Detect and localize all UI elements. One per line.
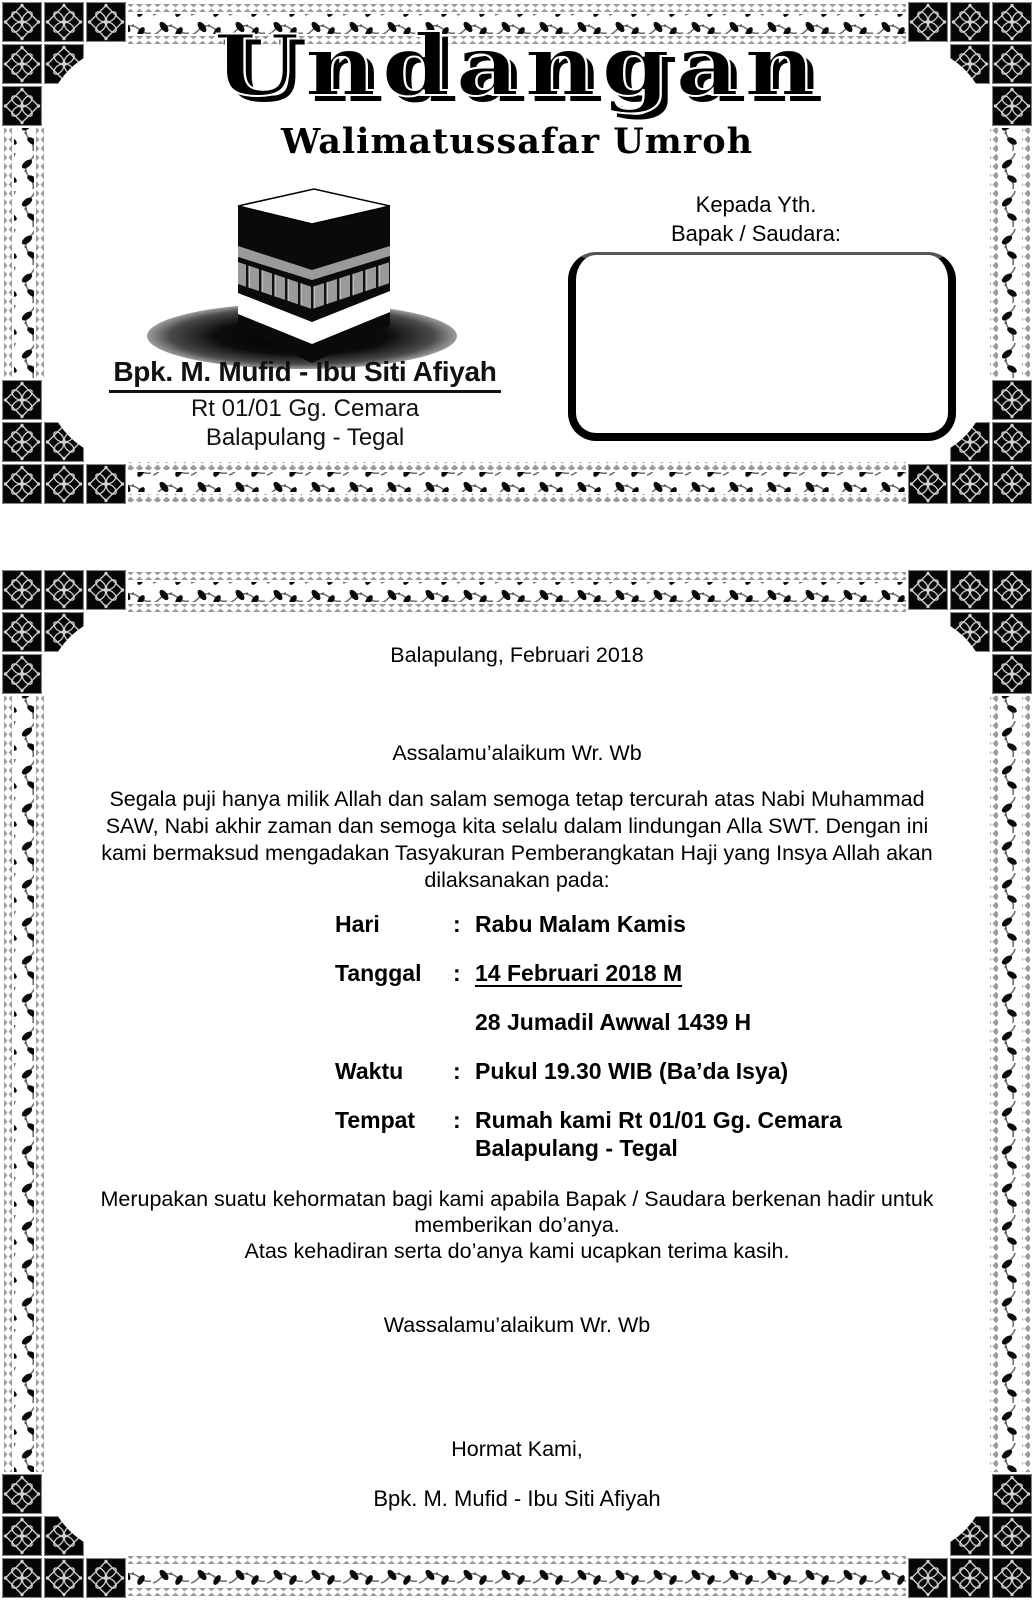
intro-line: SAW, Nabi akhir zaman dan semoga kita selalu dalam lindungan Alla SWT. Dengan ini	[105, 814, 929, 838]
host-address-line1: Rt 01/01 Gg. Cemara	[190, 395, 420, 422]
detail-row-hijri-date	[335, 1008, 974, 1036]
letter-content	[60, 608, 974, 1512]
signoff-line: Hormat Kami,	[451, 1437, 583, 1461]
host-address-line2: Balapulang - Tegal	[205, 424, 405, 451]
event-details	[335, 910, 974, 1162]
host-names: Bpk. M. Mufid - Ibu Siti Afiyah	[109, 356, 500, 393]
detail-separator: :	[453, 1107, 461, 1133]
kaaba-icon	[142, 176, 462, 376]
detail-label: Tempat	[335, 1107, 416, 1133]
intro-line: Segala puji hanya milik Allah dan salam semoga tetap tercurah atas Nabi Muhammad	[109, 787, 925, 811]
intro-paragraph	[60, 786, 974, 894]
detail-value	[475, 1106, 842, 1162]
detail-separator: :	[453, 1058, 461, 1084]
signature-names: Bpk. M. Mufid - Ibu Siti Afiyah	[373, 1486, 661, 1511]
invitation-front-panel	[0, 0, 1034, 506]
detail-separator: :	[453, 960, 461, 986]
card-subtitle: Walimatussafar Umroh	[280, 121, 754, 162]
recipient-header-line1: Kepada Yth.	[695, 192, 817, 217]
detail-row-tempat	[335, 1106, 974, 1162]
card-title: Undangan	[213, 16, 821, 115]
intro-line: dilaksanakan pada:	[424, 868, 610, 892]
closing-line: Merupakan suatu kehormatan bagi kami apabila Bapak / Saudara berkenan hadir untuk	[100, 1187, 934, 1211]
detail-row-hari	[335, 910, 974, 938]
recipient-name-box	[568, 252, 956, 441]
detail-label: Waktu	[335, 1058, 404, 1084]
detail-value-line2: Balapulang - Tegal	[475, 1135, 678, 1161]
intro-line: kami bermaksud mengadakan Tasyakuran Pemberangkatan Haji yang Insya Allah akan	[101, 841, 933, 865]
detail-row-tanggal	[335, 959, 974, 987]
detail-value-line1: Rumah kami Rt 01/01 Gg. Cemara	[475, 1107, 842, 1133]
recipient-header-line2: Bapak / Saudara:	[670, 221, 841, 246]
place-date-line: Balapulang, Februari 2018	[390, 643, 644, 667]
invitation-body-panel	[0, 568, 1034, 1600]
detail-row-waktu	[335, 1057, 974, 1085]
detail-label: Tanggal	[335, 960, 422, 986]
opening-salutation: Assalamu’alaikum Wr. Wb	[392, 741, 642, 765]
closing-paragraph	[60, 1186, 974, 1264]
recipient-header	[560, 190, 952, 248]
closing-salutation: Wassalamu’alaikum Wr. Wb	[383, 1313, 651, 1337]
host-block	[95, 356, 515, 451]
detail-value-underlined: 14 Februari 2018 M	[475, 960, 683, 986]
detail-value: 28 Jumadil Awwal 1439 H	[475, 1009, 752, 1035]
closing-line: Atas kehadiran serta do’anya kami ucapkan terima kasih.	[244, 1239, 790, 1263]
detail-separator: :	[453, 911, 461, 937]
detail-value: Rabu Malam Kamis	[475, 911, 686, 937]
detail-label: Hari	[335, 911, 380, 937]
detail-value: Pukul 19.30 WIB (Ba’da Isya)	[475, 1058, 789, 1084]
closing-line: memberikan do’anya.	[414, 1213, 620, 1237]
